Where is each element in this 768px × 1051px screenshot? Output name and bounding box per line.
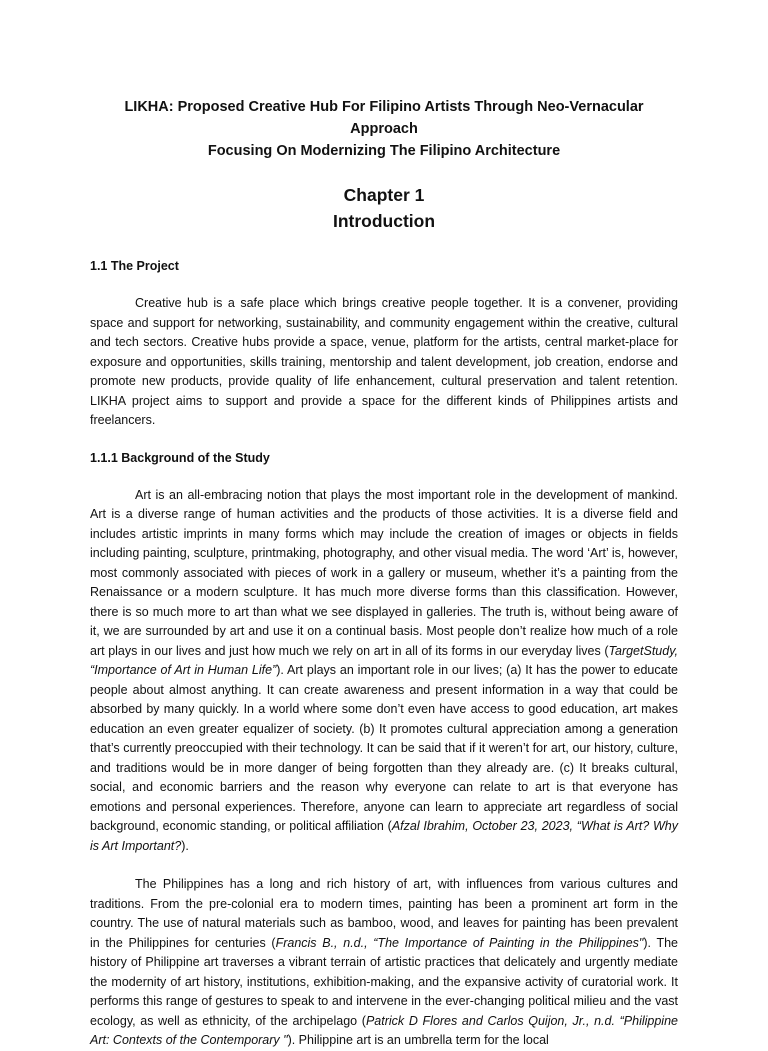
paragraph-text: ). Art plays an important role in our lives; (a) It has the power to educate people about almost anything. It can create awareness and present information in a way that could be absorbed by many quickly. In a world where some don’t even have access to good education, art makes education an even greater equalizer of society. (b) It promotes cultural appreciation among a generation that’s currently preoccupied with their technology. It can be said that if it weren’t for art, our history, culture, and traditions would be in more danger of being forgotten than they already are. (c) It breaks cultural, social, and economic barriers and the reason why everyone can relate to art is that everyone has emotions and personal experiences. Therefore, anyone can learn to appreciate art regardless of social background, economic standing, or political affiliation ( [90, 663, 678, 833]
project-paragraph: Creative hub is a safe place which brings creative people together. It is a convener, providing space and support for networking, sustainability, and community engagement within the creative, cultural and tech sectors. Creative hubs provide a space, venue, platform for the artists, central market-place for exposure and opportunities, skills training, mentorship and talent development, job creation, endorse and promote new products, provide quality of life enhancement, cultural preservation and talent retention. LIKHA project aims to support and provide a space for the different kinds of Philippines artists and freelancers. [90, 296, 678, 427]
paragraph-text: ). The history of Philippine art traverses a vibrant terrain of artistic practices that delicately and urgently mediate the modernity of art history, institutions, exhibition-making, and the expansive activity of curatorial work. It performs this range of gestures to speak to and intervene in the ever-changing political milieu and the vast ecology, as well as ethnicity, of the archipelago ( [90, 935, 678, 1028]
section-heading-project: 1.1 The Project [90, 259, 179, 273]
paragraph-text: The Philippines has a long and rich history of art, with influences from various cultures and traditions. From the pre-colonial era to modern times, painting has been a prominent art form in the country. The use of natural materials such as bamboo, wood, and leaves for painting has been prevalent in the Philippines for centuries ( [90, 877, 678, 950]
document-title [90, 96, 678, 162]
title-line-2: Focusing On Modernizing The Filipino Architecture [207, 143, 561, 159]
title-line-1: LIKHA: Proposed Creative Hub For Filipino Artists Through Neo-Vernacular Approach [124, 99, 644, 137]
citation: Francis B., n.d., “The Importance of Painting in the Philippines" [275, 935, 644, 950]
section-heading-background: 1.1.1 Background of the Study [90, 450, 270, 465]
chapter-heading [90, 182, 678, 234]
background-paragraph-2 [90, 875, 678, 1051]
chapter-number: Chapter 1 [343, 185, 425, 205]
citation: TargetStudy, “Importance of Art in Human Life” [90, 643, 678, 677]
paragraph-text: ). [181, 838, 189, 853]
citation: Patrick D Flores and Carlos Quijon, Jr., n.d. “Philippine Art: Contexts of the Contemporary " [90, 1013, 678, 1047]
citation: Afzal Ibrahim, October 23, 2023, “What is Art? Why is Art Important? [90, 819, 678, 853]
chapter-title: Introduction [332, 211, 436, 231]
paragraph-text: ). Philippine art is an umbrella term for the local [287, 1033, 549, 1047]
paragraph-text: Art is an all-embracing notion that plays the most important role in the development of mankind. Art is a diverse range of human activities and the products of those activities. It is a diverse field and includes artistic imprints in many forms which may include the creation of images or objects in fields including painting, sculpture, printmaking, photography, and other visual media. The word ‘Art’ is, however, most commonly associated with pieces of work in a gallery or museum, whether it’s a painting from the Renaissance or a modern sculpture. It has much more diverse forms than this classification. However, there is so much more to art than what we see displayed in galleries. The truth is, without being aware of it, we are surrounded by art and use it on a continual basis. Most people don’t realize how much of a role art plays in our lives and just how much we rely on art in all of its forms in our everyday lives ( [90, 487, 678, 658]
background-paragraph-1 [90, 486, 678, 857]
